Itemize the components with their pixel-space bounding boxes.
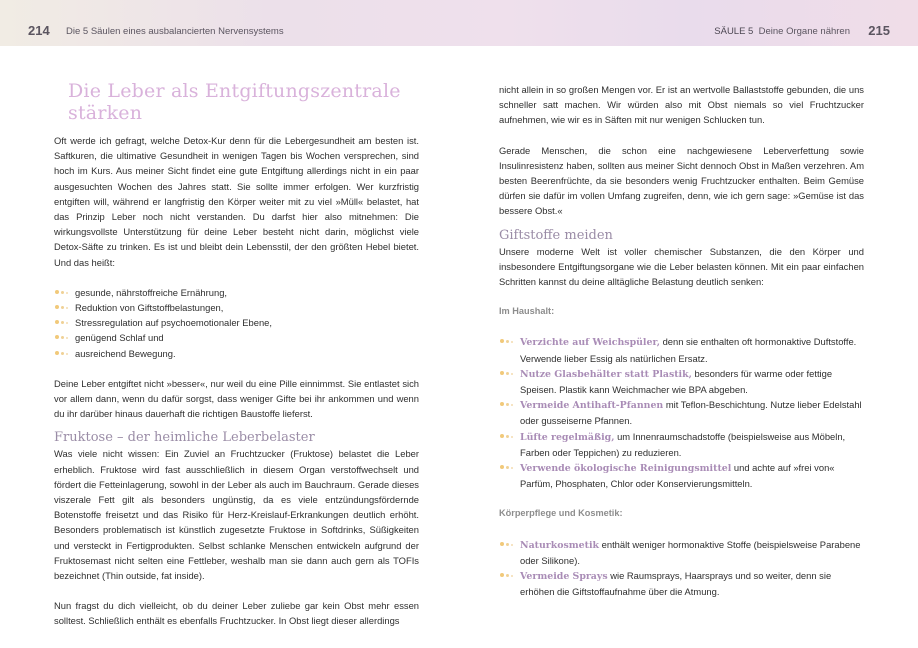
right-page-number: 215 xyxy=(868,23,890,38)
body-paragraph: Deine Leber entgiftet nicht »besser«, nur weil du eine Pille einnimmst. Sie entlastet sich vor allem dann, wenn du dafür sorgst, dass weniger Gifte bei ihr ankommen und wenn du ihr darüber hinaus dauerhaft die richtigen Baustoffe lieferst. xyxy=(54,377,419,420)
body-paragraph: Unsere moderne Welt ist voller chemischer Substanzen, die den Körper und insbesondere Entgiftungsorgane wie die Leber belasten können. Mit ein paar einfachen Schritten kannst du deine alltägliche Belastung deutlich senken: xyxy=(499,245,864,288)
lifestyle-list xyxy=(54,285,419,361)
list-item: Verzichte auf Weichspüler, denn sie enthalten oft hormonaktive Duftstoffe. Verwende lieber Essig als natürlichen Ersatz. xyxy=(499,334,864,365)
list-item: Lüfte regelmäßig, um Innenraumschadstoffe (beispielsweise aus Möbeln, Farben oder Teppichen) zu reduzieren. xyxy=(499,429,864,460)
list-item: gesunde, nährstoffreiche Ernährung, xyxy=(54,285,419,300)
right-column xyxy=(499,82,864,599)
body-paragraph: Was viele nicht wissen: Ein Zuviel an Fruchtzucker (Fruktose) belastet die Leber erheblich. Fruktose wird fast ausschließlich in diesem Organ verstoffwechselt und fördert die Fetteinlagerung, sowohl in der Leber als auch im Bauchraum. Gerade dieses viszerale Fett gilt als besonders ungünstig, da es viele entzündungsfördernde Botenstoffe freisetzt und das Risiko für Herz-Kreislauf-Erkrankungen deutlich erhöht. Besonders problematisch ist künstlich zugesetzte Fruktose in Softdrinks, Süßigkeiten und versteckt in Fertigprodukten. Selbst schlanke Menschen entwickeln aufgrund der Fruktosemast nicht selten eine Fettleber, weshalb man sie dann auch gern als TOFIs bezeichnet (Thin outside, fat inside). xyxy=(54,448,419,582)
bullet-dots-icon xyxy=(500,542,516,548)
left-running-head: Die 5 Säulen eines ausbalancierten Nervensystems xyxy=(66,26,284,37)
bullet-dots-icon xyxy=(55,290,71,296)
bullet-dots-icon xyxy=(55,335,71,341)
list-item: Stressregulation auf psychoemotionaler Ebene, xyxy=(54,315,419,330)
bullet-dots-icon xyxy=(55,305,71,311)
bullet-dots-icon xyxy=(500,371,516,377)
list-item: Naturkosmetik enthält weniger hormonaktive Stoffe (beispielsweise Parabene oder Silikone). xyxy=(499,537,864,568)
care-list xyxy=(499,537,864,600)
bullet-dots-icon xyxy=(500,339,516,345)
page-title: Die Leber als Entgiftungszentrale stärken xyxy=(68,80,401,124)
body-paragraph: nicht allein in so großen Mengen vor. Er ist an wertvolle Ballaststoffe gebunden, die uns schneller satt machen. Wir würden also mit Obst niemals so viel Fruchtzucker aufnehmen, wie wir es in Säften mit nur wenigen Schlucken tun. xyxy=(499,84,864,126)
list-item: Reduktion von Giftstoffbelastungen, xyxy=(54,300,419,315)
left-column xyxy=(54,80,419,629)
body-paragraph: Nun fragst du dich vielleicht, ob du deiner Leber zuliebe gar kein Obst mehr essen solltest. Schließlich enthält es ebenfalls Fruchtzucker. In Obst liegt dieser allerdings xyxy=(54,600,419,627)
list-item: Verwende ökologische Reinigungsmittel und achte auf »frei von« Parfüm, Phosphaten, Chlor oder Konservierungsmitteln. xyxy=(499,460,864,491)
right-running-title: Deine Organe nähren xyxy=(758,26,850,37)
list-item: genügend Schlaf und xyxy=(54,330,419,345)
bullet-dots-icon xyxy=(55,320,71,326)
right-running-accent: SÄULE 5 xyxy=(714,26,754,37)
body-paragraph: Gerade Menschen, die schon eine nachgewiesene Leberverfettung sowie Insulinresistenz haben, sollten aus meiner Sicht dennoch Obst in Maßen verzehren. Am besten Beerenfrüchte, da sie besonders wenig Fruchtzucker enthalten. Beim Gemüse dürfen sie dafür im vollen Umfang zugreifen, denn, wie ich gern sage: »Gemüse ist das bessere Obst.« xyxy=(499,144,864,217)
right-running-head xyxy=(714,26,850,37)
bullet-dots-icon xyxy=(500,434,516,440)
bullet-dots-icon xyxy=(500,402,516,408)
list-item: Nutze Glasbehälter statt Plastik, besonders für warme oder fettige Speisen. Plastik kann Weichmacher wie BPA abgeben. xyxy=(499,366,864,397)
intro-paragraph: Oft werde ich gefragt, welche Detox-Kur denn für die Lebergesundheit am besten ist. Saftkuren, die ultimative Gesundheit in wenigen Tagen bis Wochen versprechen, sind hoch im Kurs. Aus meiner Sicht findet eine gute Entgiftung allerdings nicht in ein paar ausgesuchten Wochen des Jahres statt. Sie sollte immer erfolgen. Wer kurzfristig entgiften will, während er langfristig den Körper weiter mit zu viel »Müll« belastet, hat das Prinzip Leber noch nicht verstanden. Du darfst hier also mitnehmen: Die wirkungsvollste Unterstützung für deine Leber besteht nicht darin, möglichst viele Detox-Säfte zu trinken. Es ist und bleibt dein Lebensstil, der den größten Hebel bietet. Und das heißt: xyxy=(54,135,419,268)
bullet-dots-icon xyxy=(500,465,516,471)
list-item: ausreichend Bewegung. xyxy=(54,346,419,361)
household-list xyxy=(499,334,864,491)
subheading-care: Körperpflege und Kosmetik: xyxy=(499,508,623,519)
bullet-dots-icon xyxy=(500,573,516,579)
list-item: Vermeide Antihaft-Pfannen mit Teflon-Beschichtung. Nutze lieber Edelstahl oder gusseiserne Pfannen. xyxy=(499,397,864,428)
list-item: Vermeide Sprays wie Raumsprays, Haarsprays und so weiter, denn sie erhöhen die Giftstoffaufnahme über die Atmung. xyxy=(499,568,864,599)
subheading-household: Im Haushalt: xyxy=(499,306,555,317)
left-page-number: 214 xyxy=(28,23,50,38)
section-heading-toxins: Giftstoffe meiden xyxy=(499,227,613,243)
header-band xyxy=(0,0,918,46)
bullet-dots-icon xyxy=(55,351,71,357)
section-heading-fructose: Fruktose – der heimliche Leberbelaster xyxy=(54,430,315,446)
